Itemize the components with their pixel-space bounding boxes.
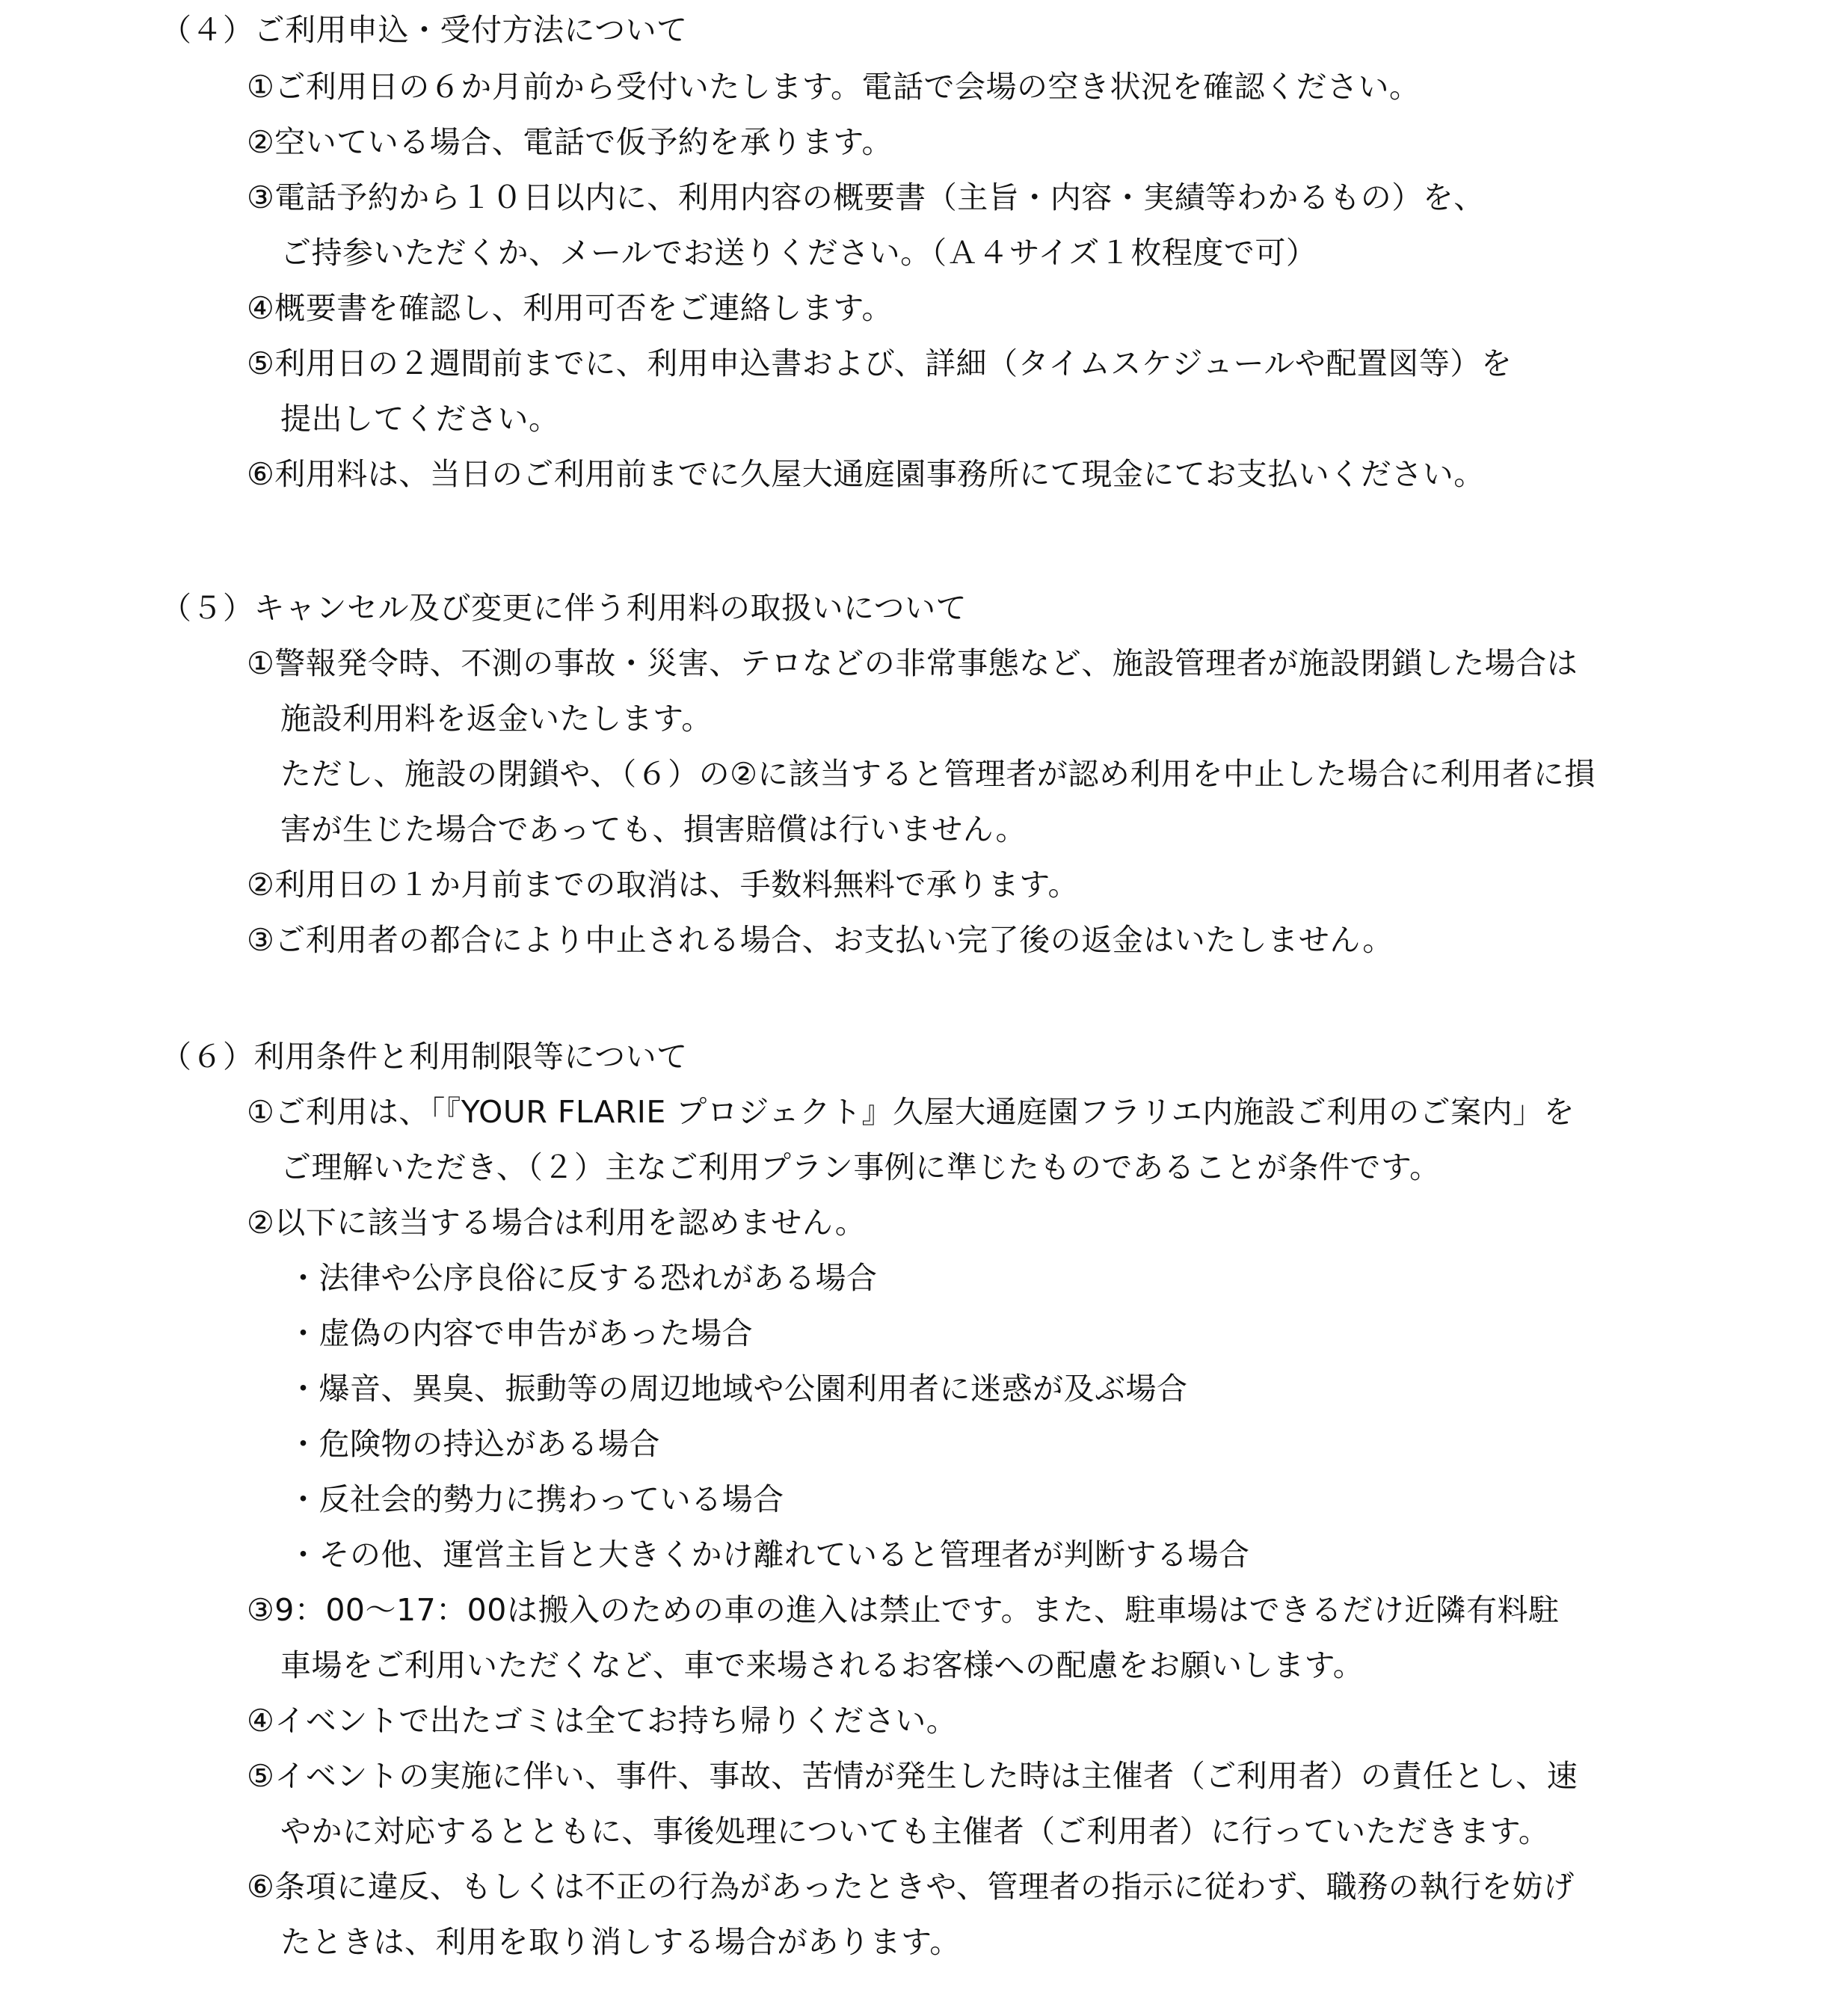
- list-item: ⑤利用日の２週間前までに、利用申込書および、詳細（タイムスケジュールや配置図等）を: [247, 345, 1513, 381]
- list-item-continuation: ご理解いただき、（２）主なご利用プラン事例に準じたものであることが条件です。: [280, 1149, 1441, 1185]
- bullet-item: ・反社会的勢力に携わっている場合: [288, 1481, 784, 1517]
- list-item: ①ご利用は、「『YOUR FLARIE プロジェクト』久屋大通庭園フラリエ内施設ご利用のご案内」を: [247, 1094, 1575, 1130]
- list-item: ①警報発令時、不測の事故・災害、テロなどの非常事態など、施設管理者が施設閉鎖した場合は: [247, 645, 1578, 681]
- list-item: ③9：00～17：00は搬入のための車の進入は禁止です。また、駐車場はできるだけ近隣有料駐: [247, 1592, 1560, 1628]
- list-item: ②空いている場合、電話で仮予約を承ります。: [247, 124, 893, 160]
- section-heading: （４）ご利用申込・受付方法について: [161, 12, 688, 48]
- section-heading: （６）利用条件と利用制限等について: [161, 1039, 688, 1075]
- list-item: ②以下に該当する場合は利用を認めません。: [247, 1205, 867, 1241]
- bullet-item: ・虚偽の内容で申告があった場合: [288, 1315, 754, 1351]
- bullet-item: ・法律や公序良俗に反する恐れがある場合: [288, 1260, 878, 1296]
- list-item: ③ご利用者の都合により中止される場合、お支払い完了後の返金はいたしません。: [247, 922, 1394, 958]
- bullet-item: ・危険物の持込がある場合: [288, 1426, 660, 1462]
- list-item: ④イベントで出たゴミは全てお持ち帰りください。: [247, 1703, 958, 1739]
- list-item-continuation: ご持参いただくか、メールでお送りください。（Ａ４サイズ１枚程度で可）: [280, 235, 1317, 271]
- list-item: ②利用日の１か月前までの取消は、手数料無料で承ります。: [247, 867, 1079, 903]
- list-item-continuation: 施設利用料を返金いたします。: [280, 701, 713, 737]
- list-item: ⑥利用料は、当日のご利用前までに久屋大通庭園事務所にて現金にてお支払いください。: [247, 456, 1485, 492]
- list-item: ⑤イベントの実施に伴い、事件、事故、苦情が発生した時は主催者（ご利用者）の責任とし、速: [247, 1758, 1578, 1794]
- list-item-continuation: たときは、利用を取り消しする場合があります。: [280, 1924, 961, 1960]
- list-item: ⑥条項に違反、もしくは不正の行為があったときや、管理者の指示に従わず、職務の執行を妨げ: [247, 1869, 1575, 1905]
- bullet-item: ・爆音、異臭、振動等の周辺地域や公園利用者に迷惑が及ぶ場合: [288, 1371, 1188, 1407]
- list-item-continuation: ただし、施設の閉鎖や、（６）の②に該当すると管理者が認め利用を中止した場合に利用者に損: [280, 756, 1596, 792]
- list-item: ①ご利用日の６か月前から受付いたします。電話で会場の空き状況を確認ください。: [247, 69, 1421, 105]
- list-item: ④概要書を確認し、利用可否をご連絡します。: [247, 290, 893, 326]
- list-item: ③電話予約から１０日以内に、利用内容の概要書（主旨・内容・実績等わかるもの）を、: [247, 179, 1485, 215]
- bullet-item: ・その他、運営主旨と大きくかけ離れていると管理者が判断する場合: [288, 1537, 1250, 1573]
- list-item-continuation: やかに対応するとともに、事後処理についても主催者（ご利用者）に行っていただきます。: [280, 1813, 1550, 1849]
- list-item-continuation: 害が生じた場合であっても、損害賠償は行いません。: [280, 811, 1027, 847]
- list-item-continuation: 提出してください。: [280, 401, 560, 437]
- section-heading: （５）キャンセル及び変更に伴う利用料の取扱いについて: [161, 590, 967, 626]
- list-item-continuation: 車場をご利用いただくなど、車で来場されるお客様への配慮をお願いします。: [280, 1647, 1364, 1683]
